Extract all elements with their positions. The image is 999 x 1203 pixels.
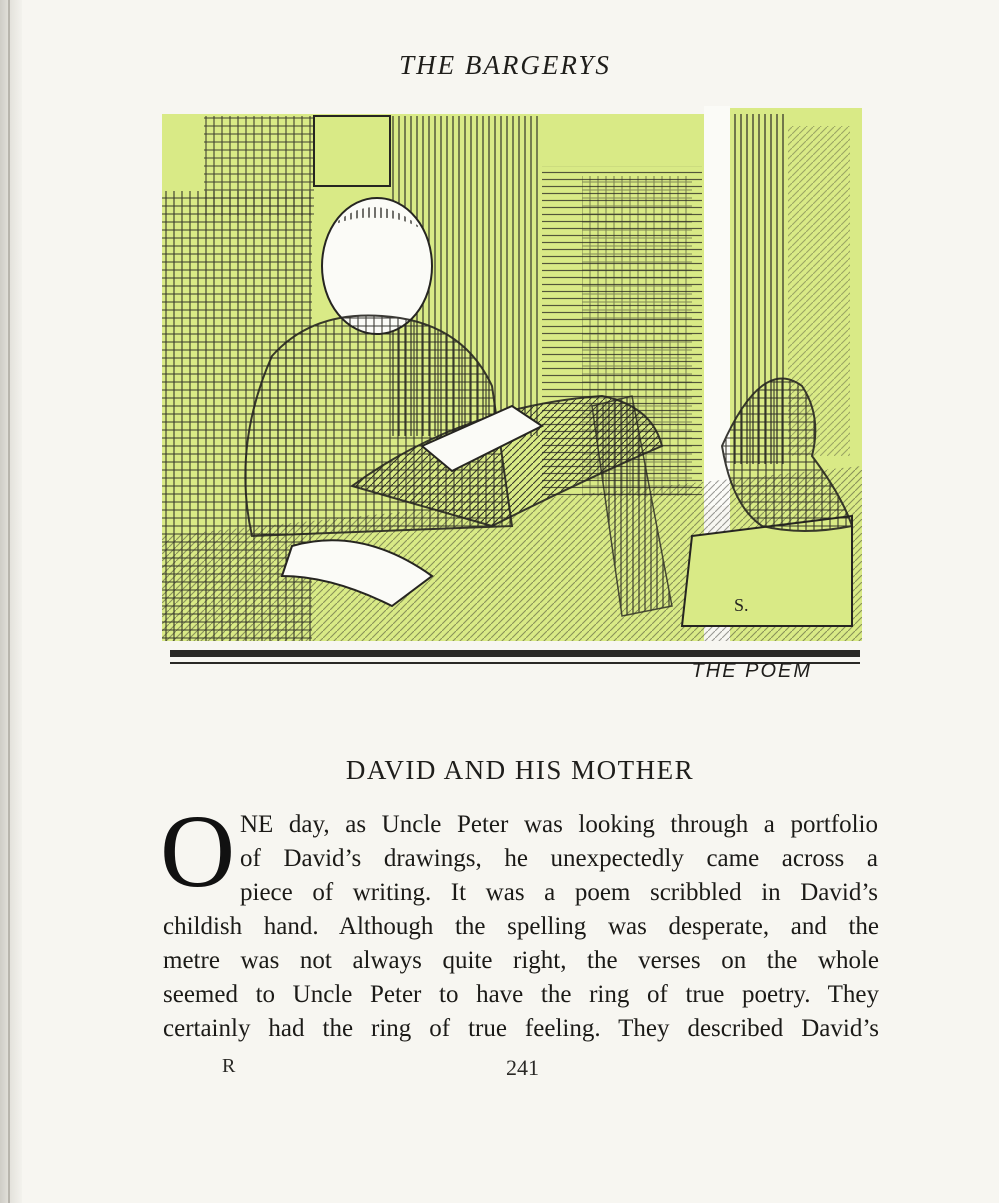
chapter-title: DAVID AND HIS MOTHER (345, 755, 695, 785)
body-line-3: piece of writing. It was a poem scribbled in David’s (240, 879, 878, 906)
body-line-2: of David’s drawings, he unexpectedly came across a (240, 845, 878, 872)
upper-wall (204, 116, 314, 216)
illustration-drawing (162, 106, 862, 641)
illustration-rule-thick (170, 650, 860, 657)
window-pane (314, 116, 390, 186)
book-spine-shadow (0, 0, 22, 1203)
artist-signature: S. (734, 595, 749, 615)
boy-head (322, 198, 432, 334)
drop-cap: O (160, 794, 236, 909)
illustration (162, 106, 862, 641)
page-number: 241 (506, 1055, 539, 1080)
body-line-4: childish hand. Although the spelling was desperate, and the (163, 913, 879, 940)
running-head: THE BARGERYS (399, 50, 611, 80)
illustration-caption: THE POEM (691, 660, 812, 682)
signature-mark: R (222, 1055, 236, 1077)
body-line-7: certainly had the ring of true feeling. They described David’s (163, 1015, 879, 1042)
body-line-5: metre was not always quite right, the verses on the whole (163, 947, 879, 974)
body-line-1: NE day, as Uncle Peter was looking through a portfolio (240, 811, 878, 838)
gutter-line (8, 0, 10, 1203)
body-line-6: seemed to Uncle Peter to have the ring of true poetry. They (163, 981, 879, 1008)
